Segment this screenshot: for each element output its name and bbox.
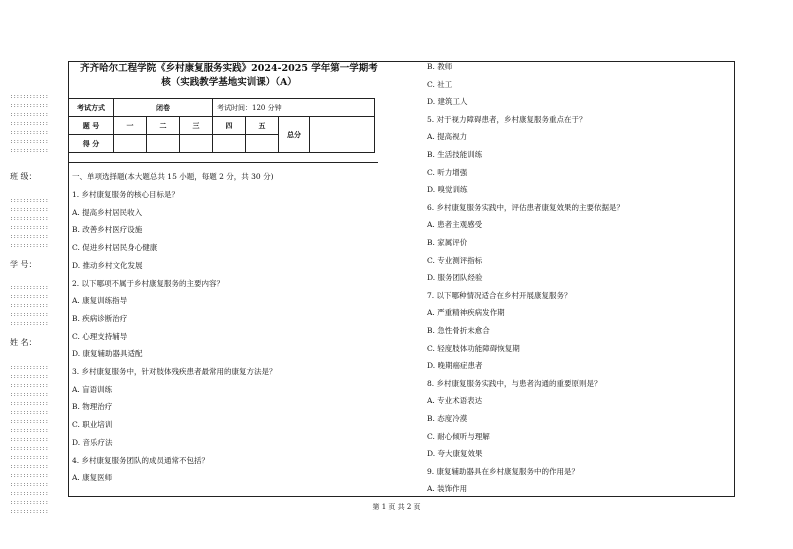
- answer-option: A. 患者主观感受: [427, 220, 483, 230]
- section-number: 五: [246, 117, 279, 135]
- score-cell[interactable]: [147, 135, 180, 153]
- question-text: 9. 康复辅助器具在乡村康复服务中的作用是？: [427, 466, 580, 476]
- question-text: 3. 乡村康复服务中，针对肢体残疾患者最常用的康复方法是？: [72, 367, 277, 376]
- question-text: 6. 乡村康复服务实践中，评估患者康复效果的主要依据是？: [427, 202, 625, 212]
- answer-option: D. 康复辅助器具适配: [72, 349, 143, 359]
- answer-option: D. 服务团队经验: [427, 273, 483, 283]
- answer-option: D. 音乐疗法: [72, 437, 113, 447]
- answer-option: C. 听力增强: [427, 167, 468, 177]
- question-text: 2. 以下哪项不属于乡村康复服务的主要内容？: [72, 278, 225, 288]
- method-value: 闭卷: [114, 99, 213, 117]
- method-label: 考试方式: [69, 99, 114, 117]
- answer-option: A. 康复医师: [72, 473, 113, 483]
- binding-margin-dots-1: :::::::::::: :::::::::::: :::::::::::: :::::::::::: :::::::::::: :::::::::::: ::::::::::::: [10, 94, 49, 154]
- answer-option: C. 促进乡村居民身心健康: [72, 243, 158, 253]
- section-header: 一、单项选择题(本大题总共 15 小题，每题 2 分，共 30 分): [72, 172, 274, 181]
- answer-option: B. 改善乡村医疗设施: [72, 225, 143, 235]
- answer-option: C. 轻度肢体功能障碍恢复期: [427, 343, 520, 353]
- question-text: 7. 以下哪种情况适合在乡村开展康复服务？: [427, 290, 572, 300]
- question-text: 5. 对于视力障碍患者，乡村康复服务重点在于？: [427, 114, 587, 124]
- answer-option: C. 专业测评指标: [427, 255, 483, 265]
- question-text: 1. 乡村康复服务的核心目标是？: [72, 190, 180, 199]
- section-number: 二: [147, 117, 180, 135]
- answer-option: D. 嗅觉训练: [427, 185, 468, 195]
- section-divider: [68, 162, 378, 163]
- answer-option: A. 提高视力: [427, 132, 468, 142]
- exam-title: [74, 62, 384, 90]
- score-cell[interactable]: [246, 135, 279, 153]
- answer-option: D. 晚期癌症患者: [427, 361, 483, 371]
- score-cell[interactable]: [114, 135, 147, 153]
- answer-option: A. 严重精神疾病发作期: [427, 308, 505, 318]
- question-text: 8. 乡村康复服务实践中，与患者沟通的重要原则是？: [427, 378, 602, 388]
- section-number: 四: [213, 117, 246, 135]
- binding-margin-dots-2: :::::::::::: :::::::::::: :::::::::::: :::::::::::: :::::::::::: ::::::::::::: [10, 198, 49, 249]
- score-cell[interactable]: [180, 135, 213, 153]
- question-no-label: 题 号: [69, 117, 114, 135]
- score-table: [68, 98, 375, 153]
- answer-option: C. 社工: [427, 79, 453, 89]
- class-label: 班 级：: [10, 172, 37, 181]
- time-label: 考试时间：120 分钟: [213, 99, 375, 117]
- answer-option: B. 物理治疗: [72, 402, 113, 412]
- section-number: 一: [114, 117, 147, 135]
- score-label: 得 分: [69, 135, 114, 153]
- answer-option: B. 家属评价: [427, 238, 468, 247]
- answer-option: D. 夸大康复效果: [427, 449, 483, 459]
- score-cell[interactable]: [213, 135, 246, 153]
- page-footer: 第 1 页 共 2 页: [372, 503, 421, 511]
- answer-option: B. 疾病诊断治疗: [72, 313, 128, 323]
- answer-option: C. 职业培训: [72, 420, 113, 430]
- student-no-label: 学 号：: [10, 260, 37, 269]
- section-number: 三: [180, 117, 213, 135]
- binding-margin-dots-4: :::::::::::: :::::::::::: :::::::::::: :::::::::::: :::::::::::: :::::::::::: :::::::::::: :::::::::::: :::::::::::: :::::::::::: :::::::::::: :::::::::::: :::::::::::: :::::::::::: :::::::::::: :::::::::::: ::::::::::::: [10, 365, 49, 515]
- answer-option: D. 建筑工人: [427, 97, 468, 107]
- answer-option: A. 提高乡村居民收入: [72, 207, 143, 217]
- answer-option: B. 生活技能训练: [427, 150, 483, 159]
- answer-option: C. 心理支持辅导: [72, 331, 128, 341]
- answer-option: A. 专业术语表达: [427, 396, 483, 406]
- answer-option: A. 康复训练指导: [72, 296, 128, 306]
- answer-option: A. 装饰作用: [427, 484, 468, 494]
- name-label: 姓 名：: [10, 338, 37, 347]
- exam-title-line1: 齐齐哈尔工程学院《乡村康复服务实践》2024-2025 学年第一学期考: [80, 63, 378, 74]
- answer-option: B. 态度冷漠: [427, 414, 468, 423]
- exam-title-line2: 核（实践教学基地实训课）（A）: [161, 77, 297, 88]
- total-label: 总分: [279, 117, 310, 153]
- answer-option: D. 推动乡村文化发展: [72, 260, 143, 270]
- answer-option: C. 耐心倾听与理解: [427, 431, 490, 441]
- question-text: 4. 乡村康复服务团队的成员通常不包括？: [72, 455, 210, 465]
- binding-margin-dots-3: :::::::::::: :::::::::::: :::::::::::: :::::::::::: ::::::::::::: [10, 285, 49, 327]
- answer-option: B. 教师: [427, 62, 453, 71]
- answer-option: B. 急性骨折未愈合: [427, 326, 490, 335]
- total-score-cell[interactable]: [310, 117, 375, 153]
- answer-option: A. 盲语训练: [72, 384, 113, 394]
